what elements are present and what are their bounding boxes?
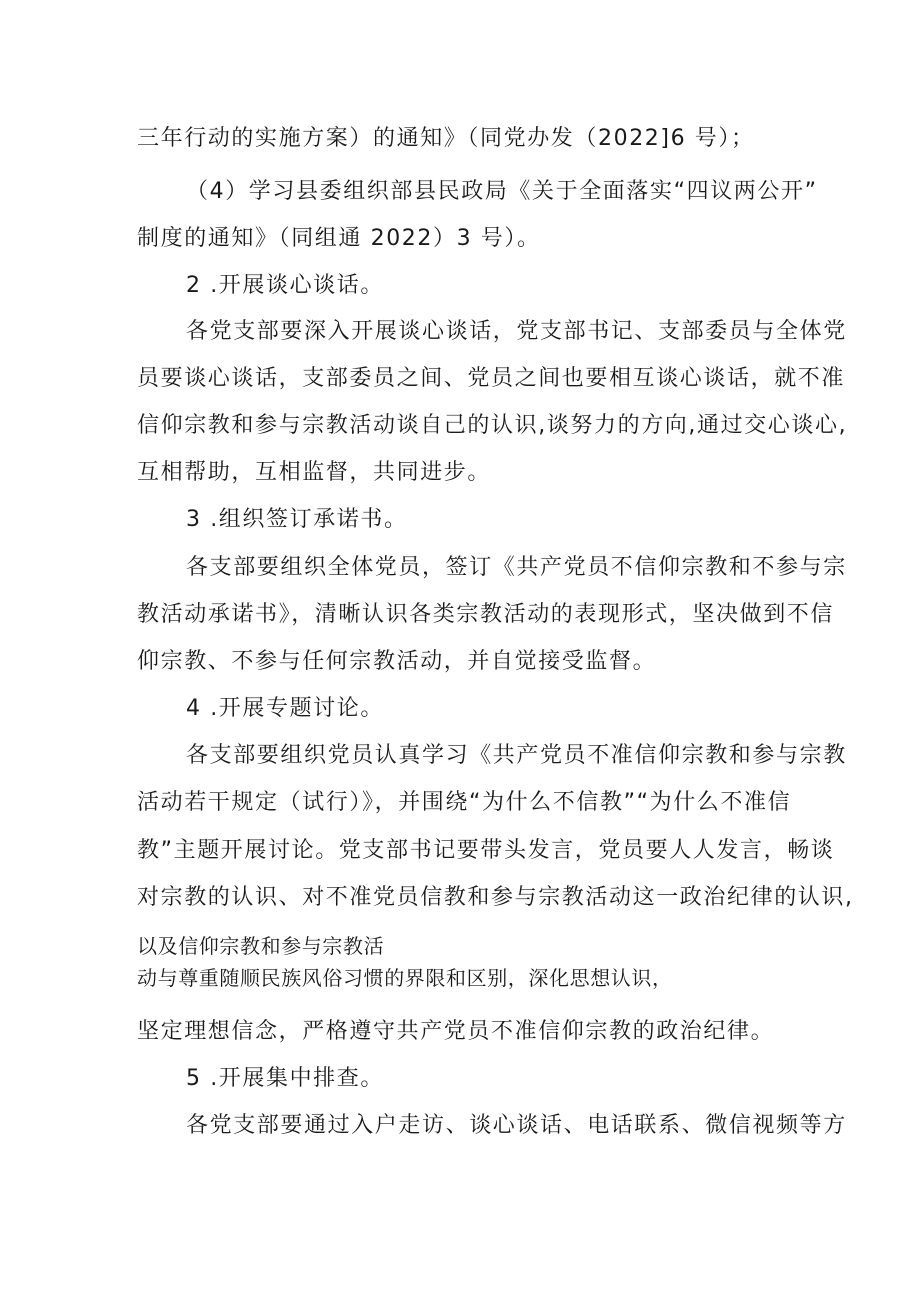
text-line: 三年行动的实施方案）的通知》（同党办发（2022]6 号）； bbox=[137, 126, 755, 151]
text-line: 各支部要组织党员认真学习《共产党员不准信仰宗教和参与宗教 bbox=[186, 743, 847, 768]
text-line: 互相帮助，互相监督，共同进步。 bbox=[137, 460, 492, 485]
text-line: 信仰宗教和参与宗教活动谈自己的认识,谈努力的方向,通过交心谈心, bbox=[137, 413, 848, 438]
text-line: 教活动承诺书》，清晰认识各类宗教活动的表现形式，坚决做到不信 bbox=[137, 602, 835, 627]
text-line: 员要谈心谈话，支部委员之间、党员之间也要相互谈心谈话，就不准 bbox=[137, 366, 846, 391]
text-line: 动与尊重随顺民族风俗习惯的界限和区别，深化思想认识， bbox=[137, 966, 673, 990]
text-line: 以及信仰宗教和参与宗教活 bbox=[137, 934, 385, 958]
text-line: 制度的通知》（同组通 2022）3 号）。 bbox=[137, 226, 541, 251]
text-line: 各支部要组织全体党员，签订《共产党员不信仰宗教和不参与宗 bbox=[186, 555, 847, 580]
text-line: 各党支部要通过入户走访、谈心谈话、电话联系、微信视频等方 bbox=[186, 1113, 847, 1138]
text-line: 坚定理想信念，严格遵守共产党员不准信仰宗教的政治纪律。 bbox=[137, 1019, 775, 1044]
section-heading: 3 .组织签订承诺书。 bbox=[186, 507, 408, 532]
text-line: 对宗教的认识、对不准党员信教和参与宗教活动这一政治纪律的认识, bbox=[137, 885, 854, 910]
text-line: 活动若干规定（试行）》，并围绕“为什么不信教”“为什么不准信 bbox=[137, 790, 792, 815]
text-line: 仰宗教、不参与任何宗教活动，并自觉接受监督。 bbox=[137, 649, 657, 674]
section-heading: 2 .开展谈心谈话。 bbox=[186, 273, 384, 298]
section-heading: 5 .开展集中排查。 bbox=[186, 1066, 384, 1091]
text-line: 各党支部要深入开展谈心谈话，党支部书记、支部委员与全体党 bbox=[186, 319, 847, 344]
text-line: （4）学习县委组织部县民政局《关于全面落实“四议两公开” bbox=[186, 179, 818, 204]
text-line: 教”主题开展讨论。党支部书记要带头发言，党员要人人发言，畅谈 bbox=[137, 838, 835, 863]
section-heading: 4 .开展专题讨论。 bbox=[186, 696, 384, 721]
